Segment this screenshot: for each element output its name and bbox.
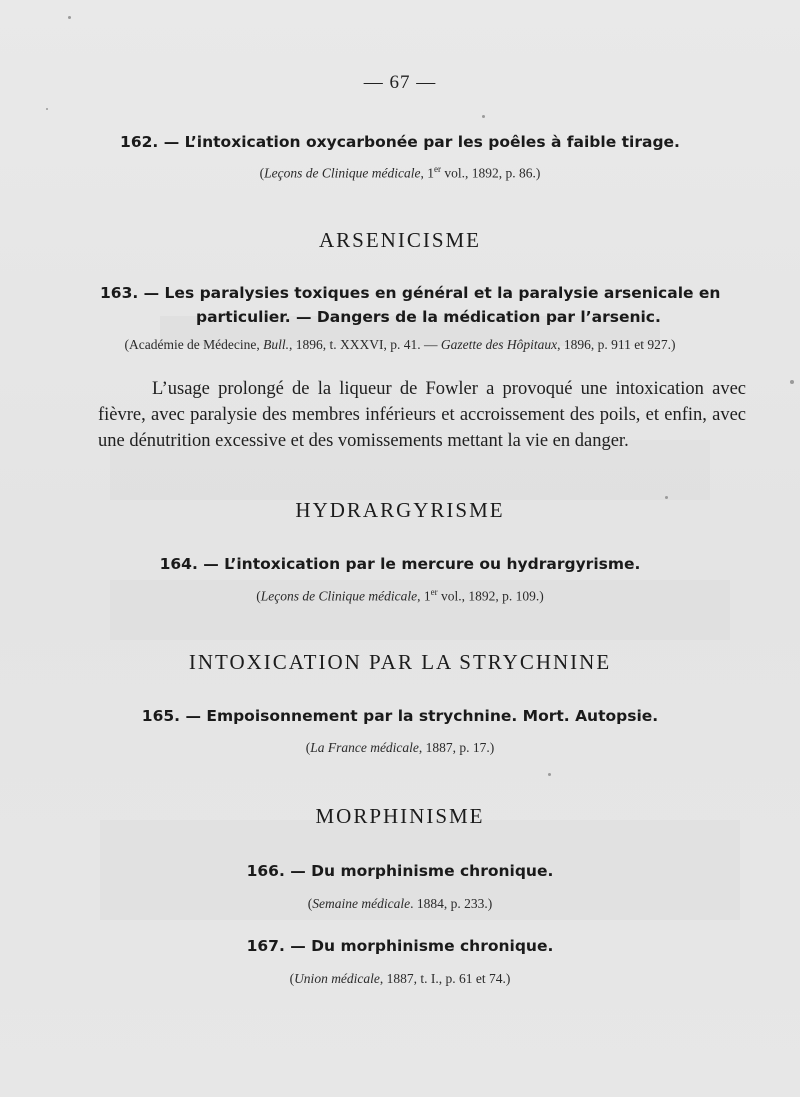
entry-number: 167.: [246, 937, 285, 955]
speck: [790, 380, 794, 384]
entry-number: 166.: [246, 862, 285, 880]
ref-vol: , 1: [417, 588, 431, 604]
entry-heading: — Les paralysies toxiques en général et la paralysie arsenicale en: [143, 284, 721, 302]
entry-165-title: [0, 707, 800, 725]
entry-167-title: [0, 937, 800, 955]
entry-number: 162.: [120, 133, 159, 151]
ref-c: , 1896, t. XXXVI, p. 41. —: [289, 337, 441, 352]
entry-162-title: [0, 133, 800, 151]
entry-164-reference: [0, 587, 800, 605]
ref-open: (: [259, 165, 265, 181]
ref-open: (: [256, 588, 261, 604]
ref-source: Leçons de Clinique médicale: [264, 165, 421, 181]
speck: [548, 773, 551, 776]
ref-d: Gazette des Hôpitaux: [440, 337, 558, 352]
entry-163-line-1: [100, 281, 740, 305]
entry-heading: — L’intoxication oxycarbonée par les poêles à faible tirage.: [163, 133, 680, 151]
ref-rest: , 1887, p. 17.): [418, 740, 495, 755]
ref-open: (: [289, 971, 295, 986]
section-heading-hydrargyrisme: HYDRARGYRISME: [295, 498, 505, 522]
section-heading-arsenicisme: ARSENICISME: [318, 228, 482, 252]
entry-heading: — L’intoxication par le mercure ou hydrargyrisme.: [203, 555, 641, 573]
section-heading-morphinisme: MORPHINISME: [315, 804, 485, 828]
speck: [46, 108, 48, 110]
entry-number: 163.: [100, 284, 139, 302]
ref-b: Bull.: [263, 337, 290, 352]
speck: [482, 115, 485, 118]
ref-open: (: [307, 896, 313, 911]
entry-162-reference: [0, 164, 800, 182]
ref-rest: , 1887, t. I., p. 61 et 74.): [379, 971, 511, 986]
entry-number: 164.: [159, 555, 198, 573]
entry-166-title: [0, 862, 800, 880]
entry-heading: — Empoisonnement par la strychnine. Mort. Autopsie.: [185, 707, 659, 725]
entry-167-reference: [0, 971, 800, 987]
entry-number: 165.: [141, 707, 181, 725]
ref-source: La France médicale: [310, 740, 419, 755]
entry-heading: — Du morphinisme chronique.: [290, 937, 554, 955]
ref-rest: . 1884, p. 233.): [410, 896, 493, 911]
ref-a: (Académie de Médecine,: [124, 337, 264, 352]
entry-163-line-2: particulier. — Dangers de la médication par l’arsenic.: [196, 308, 661, 326]
entry-165-reference: [0, 740, 800, 756]
ref-sup: er: [433, 164, 441, 174]
ref-e: , 1896, p. 911 et 927.): [557, 337, 676, 352]
speck: [68, 16, 71, 19]
ref-sup: er: [430, 587, 438, 597]
entry-163-title: [100, 281, 740, 329]
ref-rest: vol., 1892, p. 86.): [440, 165, 541, 181]
ref-source: Semaine médicale: [312, 896, 411, 911]
ref-vol: , 1: [420, 165, 434, 181]
ref-source: Union médicale: [294, 971, 380, 986]
entry-166-reference: [0, 896, 800, 912]
ref-rest: vol., 1892, p. 109.): [437, 588, 544, 604]
ref-open: (: [305, 740, 311, 755]
ref-source: Leçons de Clinique médicale: [260, 588, 418, 604]
entry-164-title: [0, 555, 800, 573]
entry-163-reference: [0, 337, 800, 353]
entry-163-body: L’usage prolongé de la liqueur de Fowler a provoqué une intoxication avec fièvre, avec paralysie des membres inférieurs et accroissement des poils, et enfin, avec une dénutrition excessive et des vomissements mettant la vie en danger.: [98, 379, 746, 451]
section-heading-strychnine: INTOXICATION PAR LA STRYCHNINE: [188, 650, 612, 674]
entry-heading: — Du morphinisme chronique.: [290, 862, 554, 880]
page-number: — 67 —: [363, 72, 437, 93]
